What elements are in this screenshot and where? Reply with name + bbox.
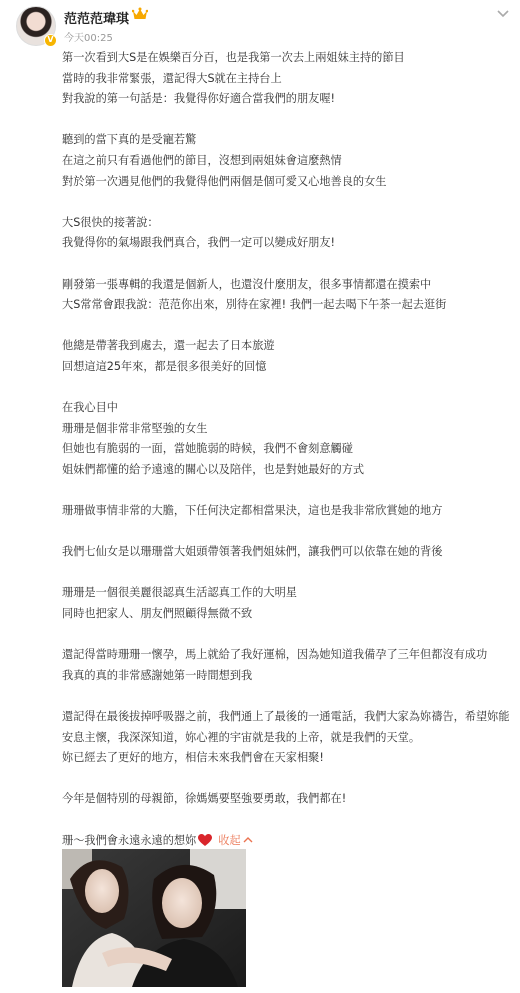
post-line: 還記得在最後拔掉呼吸器之前，我們通上了最後的一通電話，我們大家為妳禱告，希望妳能安息主懷，我深深知道，妳心裡的宇宙就是我的上帝，就是我們的天堂。 [62, 710, 510, 744]
closing-text: 珊～我們會永遠永遠的想妳 [62, 833, 197, 847]
post-line: 回想這這25年來，都是很多很美好的回憶 [62, 359, 267, 373]
post-line: 第一次看到大S是在娛樂百分百，也是我第一次去上兩姐妹主持的節目 [62, 51, 405, 64]
post-line: 我覺得你的氣場跟我們真合，我們一定可以變成好朋友! [62, 236, 335, 250]
paragraph-gap [62, 110, 512, 131]
paragraph-gap [62, 563, 512, 584]
post-line: 對我說的第一句話是：我覺得你好適合當我們的朋友喔! [62, 92, 335, 106]
post-line: 珊珊是個非常非常堅強的女生 [62, 421, 208, 435]
post-line: 剛發第一張專輯的我還是個新人，也還沒什麼朋友，很多事情都還在摸索中 [62, 277, 432, 291]
chevron-down-icon[interactable] [494, 4, 512, 22]
user-name[interactable]: 范范范瑋琪 [64, 11, 130, 26]
photo-image [62, 849, 246, 987]
post-line: 珊珊做事情非常的大膽，下任何決定都相當果決，這也是我非常欣賞她的地方 [62, 504, 443, 518]
paragraph-gap [62, 522, 512, 543]
post-header [8, 4, 512, 48]
paragraph-gap [62, 480, 512, 501]
post-line: 我真的真的非常感謝她第一時間想到我 [62, 668, 253, 682]
post-line: 當時的我非常緊張，還記得大S就在主持台上 [62, 71, 282, 85]
post-line: 今年是個特別的母親節，徐媽媽要堅強要勇敢，我們都在! [62, 792, 347, 806]
post-line: 在這之前只有看過他們的節目，沒想到兩姐妹會這麼熱情 [62, 153, 342, 167]
chevron-up-icon [243, 836, 253, 844]
post-line: 他總是帶著我到處去，還一起去了日本旅遊 [62, 339, 275, 353]
verified-badge-icon: V [44, 34, 57, 47]
paragraph-gap [62, 810, 512, 831]
paragraph-gap [62, 192, 512, 213]
post-line: 聽到的當下真的是受寵若驚 [62, 133, 197, 147]
post-line: 對於第一次遇見他們的我覺得他們兩個是個可愛又心地善良的女生 [62, 174, 387, 188]
red-heart-icon [198, 834, 212, 847]
collapse-label: 收起 [218, 833, 241, 847]
post-line: 大S很快的接著說： [62, 215, 159, 229]
paragraph-gap [62, 254, 512, 275]
paragraph-gap [62, 316, 512, 337]
post-content [62, 48, 512, 851]
post-line: 珊珊是一個很美麗很認真生活認真工作的大明星 [62, 586, 297, 600]
post-time: 今天00:25 [64, 33, 113, 44]
post-line: 還記得當時珊珊一懷孕，馬上就給了我好運棉，因為她知道我備孕了三年但都沒有成功 [62, 648, 488, 662]
paragraph-gap [62, 769, 512, 790]
post-line: 同時也把家人、朋友們照顧得無微不致 [62, 607, 253, 621]
crown-icon [132, 7, 148, 21]
paragraph-gap [62, 686, 512, 707]
post-line: 大S常常會跟我說：范范你出來，別待在家裡! 我們一起去喝下午茶一起去逛街 [62, 298, 447, 312]
post-line: 在我心目中 [62, 401, 118, 415]
paragraph-gap [62, 378, 512, 399]
paragraph-gap [62, 625, 512, 646]
post-line: 但她也有脆弱的一面，當她脆弱的時候，我們不會刻意觸碰 [62, 442, 353, 456]
post-line: 妳已經去了更好的地方，相信未來我們會在天家相聚! [62, 751, 324, 765]
post-line: 姐妹們都懂的給予遠遠的關心以及陪伴，也是對她最好的方式 [62, 462, 365, 476]
post-line: 我們七仙女是以珊珊當大姐頭帶領著我們姐妹們，讓我們可以依靠在她的背後 [62, 545, 443, 559]
post-photo[interactable] [62, 849, 246, 987]
